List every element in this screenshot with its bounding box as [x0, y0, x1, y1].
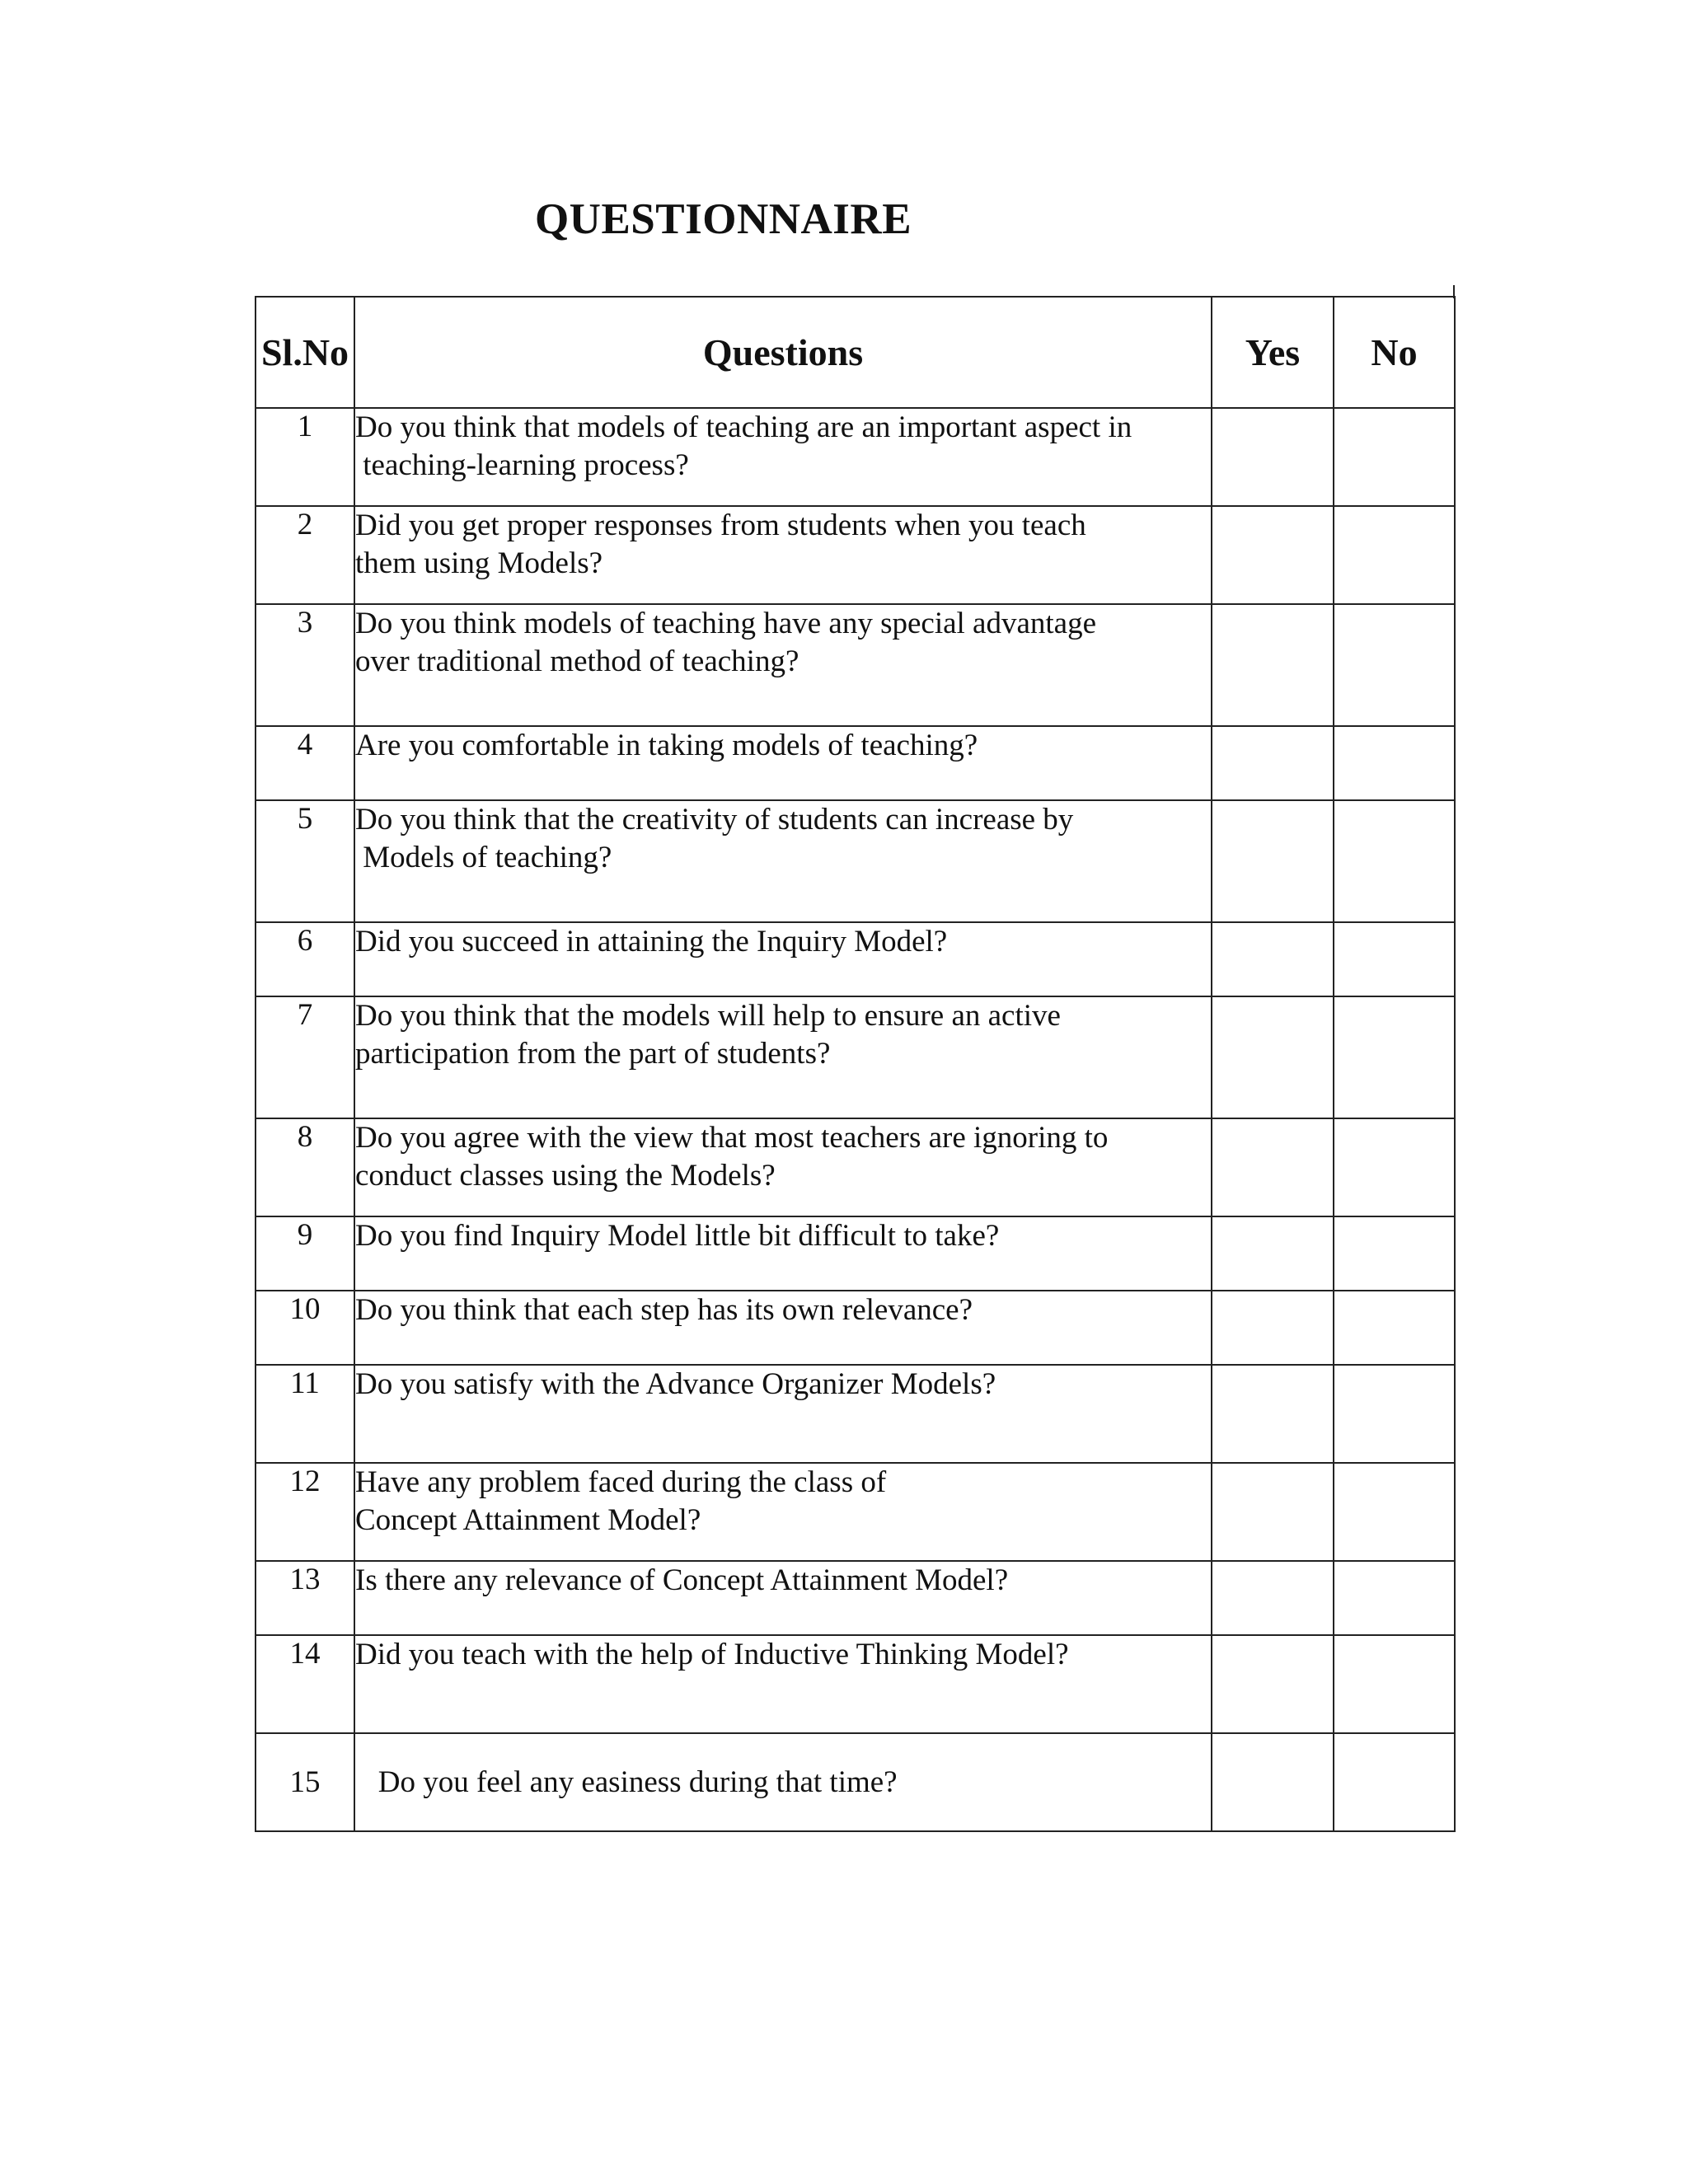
page-title: QUESTIONNAIRE [534, 195, 912, 243]
question-line: over traditional method of teaching? [355, 644, 799, 678]
row-number: 8 [256, 1118, 354, 1216]
question-line: them using Models? [355, 546, 603, 580]
header-row [256, 297, 1455, 408]
question-line: Do you find Inquiry Model little bit difficult to take? [355, 1219, 1000, 1253]
yes-answer-cell[interactable] [1212, 922, 1334, 996]
question-rows [256, 408, 1455, 1831]
question-line: Models of teaching? [355, 841, 612, 874]
question-line: Did you teach with the help of Inductive Thinking Model? [355, 1638, 1069, 1671]
row-number: 5 [256, 800, 354, 922]
table-row [256, 1365, 1455, 1463]
no-answer-cell[interactable] [1334, 1463, 1455, 1561]
question-text [354, 1463, 1212, 1561]
row-number: 11 [256, 1365, 354, 1463]
question-line: Are you comfortable in taking models of teaching? [355, 729, 978, 762]
row-number: 6 [256, 922, 354, 996]
no-answer-cell[interactable] [1334, 1118, 1455, 1216]
question-text [354, 1118, 1212, 1216]
question-text [354, 1561, 1212, 1635]
header-yes: Yes [1212, 297, 1334, 408]
question-text [354, 506, 1212, 604]
question-line: Do you feel any easiness during that time? [355, 1765, 898, 1799]
no-answer-cell[interactable] [1334, 1733, 1455, 1831]
yes-answer-cell[interactable] [1212, 604, 1334, 726]
question-text [354, 1216, 1212, 1291]
yes-answer-cell[interactable] [1212, 996, 1334, 1118]
question-text [354, 408, 1212, 506]
yes-answer-cell[interactable] [1212, 726, 1334, 800]
header-no: No [1334, 297, 1455, 408]
table-row [256, 996, 1455, 1118]
no-answer-cell[interactable] [1334, 506, 1455, 604]
yes-answer-cell[interactable] [1212, 1635, 1334, 1733]
question-text [354, 922, 1212, 996]
question-text [354, 726, 1212, 800]
table-row [256, 800, 1455, 922]
row-number: 9 [256, 1216, 354, 1291]
question-line: Do you think that each step has its own relevance? [355, 1293, 973, 1327]
table-row [256, 506, 1455, 604]
table-row [256, 1733, 1455, 1831]
no-answer-cell[interactable] [1334, 1635, 1455, 1733]
no-answer-cell[interactable] [1334, 800, 1455, 922]
table-row [256, 1635, 1455, 1733]
table-row [256, 1463, 1455, 1561]
no-answer-cell[interactable] [1334, 1561, 1455, 1635]
row-number: 1 [256, 408, 354, 506]
question-line: Concept Attainment Model? [355, 1503, 701, 1537]
yes-answer-cell[interactable] [1212, 1365, 1334, 1463]
question-line: Do you think that models of teaching are an important aspect in [355, 410, 1132, 444]
no-answer-cell[interactable] [1334, 922, 1455, 996]
yes-answer-cell[interactable] [1212, 1733, 1334, 1831]
question-text [354, 800, 1212, 922]
question-line: participation from the part of students? [355, 1037, 831, 1071]
row-number: 7 [256, 996, 354, 1118]
question-line: Did you get proper responses from students when you teach [355, 509, 1086, 542]
yes-answer-cell[interactable] [1212, 1118, 1334, 1216]
question-line: Do you satisfy with the Advance Organizer Models? [355, 1367, 996, 1401]
table-row [256, 604, 1455, 726]
no-answer-cell[interactable] [1334, 996, 1455, 1118]
no-answer-cell[interactable] [1334, 408, 1455, 506]
question-text [354, 1365, 1212, 1463]
question-text [354, 1733, 1212, 1831]
question-line: Do you think models of teaching have any special advantage [355, 607, 1097, 640]
table-row [256, 922, 1455, 996]
no-answer-cell[interactable] [1334, 604, 1455, 726]
yes-answer-cell[interactable] [1212, 1561, 1334, 1635]
row-number: 4 [256, 726, 354, 800]
yes-answer-cell[interactable] [1212, 506, 1334, 604]
no-answer-cell[interactable] [1334, 1291, 1455, 1365]
row-number: 2 [256, 506, 354, 604]
question-line: Did you succeed in attaining the Inquiry Model? [355, 925, 948, 958]
yes-answer-cell[interactable] [1212, 1216, 1334, 1291]
header-slno: Sl.No [256, 297, 354, 408]
no-answer-cell[interactable] [1334, 1365, 1455, 1463]
yes-answer-cell[interactable] [1212, 800, 1334, 922]
row-number: 13 [256, 1561, 354, 1635]
table-row [256, 726, 1455, 800]
no-answer-cell[interactable] [1334, 726, 1455, 800]
table-row [256, 1291, 1455, 1365]
row-number: 10 [256, 1291, 354, 1365]
yes-answer-cell[interactable] [1212, 1291, 1334, 1365]
row-number: 3 [256, 604, 354, 726]
row-number: 12 [256, 1463, 354, 1561]
row-number: 14 [256, 1635, 354, 1733]
question-text [354, 1635, 1212, 1733]
question-line: teaching-learning process? [355, 448, 689, 482]
no-answer-cell[interactable] [1334, 1216, 1455, 1291]
question-text [354, 996, 1212, 1118]
questionnaire-table [255, 296, 1456, 1832]
yes-answer-cell[interactable] [1212, 1463, 1334, 1561]
table-row [256, 1216, 1455, 1291]
row-number: 15 [256, 1733, 354, 1831]
question-line: Do you think that the models will help to ensure an active [355, 999, 1061, 1033]
question-text [354, 1291, 1212, 1365]
yes-answer-cell[interactable] [1212, 408, 1334, 506]
question-line: Have any problem faced during the class of [355, 1465, 887, 1499]
table-row [256, 1561, 1455, 1635]
question-text [354, 604, 1212, 726]
question-line: conduct classes using the Models? [355, 1159, 776, 1193]
question-line: Do you agree with the view that most teachers are ignoring to [355, 1121, 1109, 1155]
header-questions: Questions [354, 297, 1212, 408]
question-line: Do you think that the creativity of students can increase by [355, 803, 1074, 837]
table-row [256, 1118, 1455, 1216]
question-line: Is there any relevance of Concept Attainment Model? [355, 1563, 1009, 1597]
table-row [256, 408, 1455, 506]
